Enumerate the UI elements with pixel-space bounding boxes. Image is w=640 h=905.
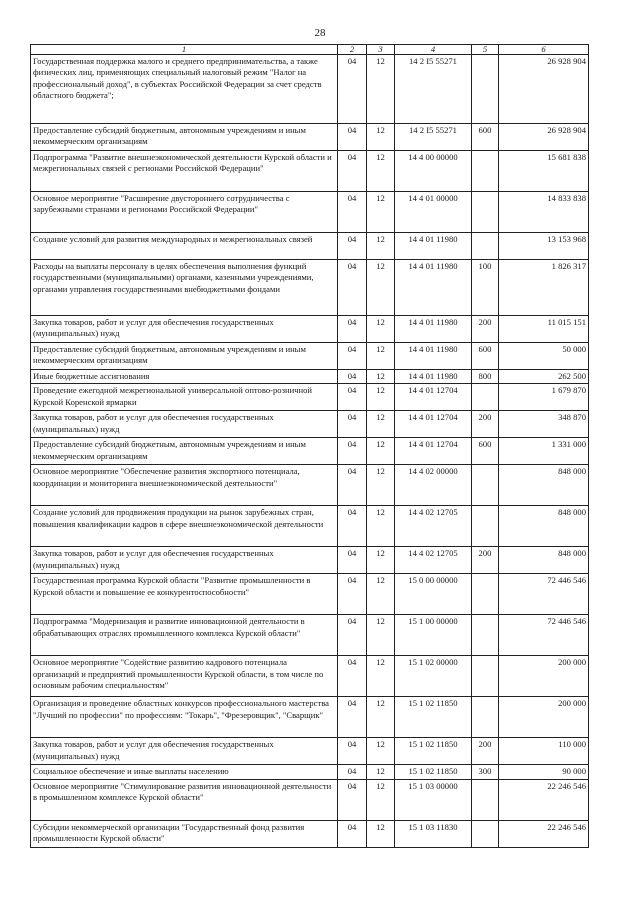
row-name: Подпрограмма "Развитие внешнеэкономической деятельности Курской области и межрегиональных связей с регионами Российской Федерации" [31,151,338,192]
column-header-csr: 4 [395,45,472,55]
table-row [31,779,589,820]
row-vr: 200 [472,547,499,574]
row-vr: 600 [472,124,499,151]
row-name: Основное мероприятие "Обеспечение развития экспортного потенциала, координации и мониторинга внешнеэкономической деятельности" [31,465,338,506]
row-vr [472,574,499,615]
row-name: Закупка товаров, работ и услуг для обеспечения государственных (муниципальных) нужд [31,411,338,438]
row-csr: 15 1 02 11850 [395,765,472,779]
table-row [31,697,589,738]
table-row [31,547,589,574]
row-sum: 14 833 838 [499,192,589,233]
row-rz: 12 [367,506,395,547]
row-rz: 12 [367,370,395,384]
table-header-row [31,45,589,55]
row-rz: 12 [367,697,395,738]
row-vr: 200 [472,411,499,438]
row-ved: 04 [338,820,367,847]
row-sum: 848 000 [499,465,589,506]
row-csr: 14 4 01 11980 [395,260,472,316]
row-rz: 12 [367,574,395,615]
row-name: Субсидии некоммерческой организации "Государственный фонд развития промышленности Курской области" [31,820,338,847]
row-name: Закупка товаров, работ и услуг для обеспечения государственных (муниципальных) нужд [31,316,338,343]
row-csr: 14 4 01 11980 [395,316,472,343]
row-name: Подпрограмма "Модернизация и развитие инновационной деятельности в обрабатывающих отраслях промышленного комплекса Курской области" [31,615,338,656]
row-csr: 14 4 00 00000 [395,151,472,192]
column-header-rz: 3 [367,45,395,55]
row-sum: 200 000 [499,697,589,738]
row-rz: 12 [367,151,395,192]
row-vr: 600 [472,438,499,465]
column-header-vr: 5 [472,45,499,55]
row-ved: 04 [338,384,367,411]
row-name: Предоставление субсидий бюджетным, автономным учреждениям и иным некоммерческим организациям [31,438,338,465]
row-sum: 262 500 [499,370,589,384]
row-name: Социальное обеспечение и иные выплаты населению [31,765,338,779]
row-vr [472,233,499,260]
table-row [31,316,589,343]
row-vr: 600 [472,343,499,370]
row-sum: 26 928 904 [499,124,589,151]
table-row [31,124,589,151]
row-csr: 15 0 00 00000 [395,574,472,615]
row-csr: 15 1 03 11830 [395,820,472,847]
row-csr: 15 1 03 00000 [395,779,472,820]
row-rz: 12 [367,765,395,779]
row-ved: 04 [338,151,367,192]
table-row [31,411,589,438]
row-ved: 04 [338,370,367,384]
row-name: Основное мероприятие "Расширение двустороннего сотрудничества с зарубежными странами и регионами Российской Федерации" [31,192,338,233]
row-sum: 15 681 838 [499,151,589,192]
row-sum: 13 153 968 [499,233,589,260]
table-row [31,233,589,260]
row-csr: 14 4 02 12705 [395,506,472,547]
row-vr [472,697,499,738]
column-header-sum: 6 [499,45,589,55]
row-csr: 14 4 01 11980 [395,370,472,384]
row-ved: 04 [338,124,367,151]
row-rz: 12 [367,316,395,343]
row-vr [472,615,499,656]
row-name: Закупка товаров, работ и услуг для обеспечения государственных (муниципальных) нужд [31,738,338,765]
row-name: Предоставление субсидий бюджетным, автономным учреждениям и иным некоммерческим организациям [31,343,338,370]
row-rz: 12 [367,547,395,574]
row-rz: 12 [367,233,395,260]
row-csr: 15 1 00 00000 [395,615,472,656]
row-name: Организация и проведение областных конкурсов профессионального мастерства "Лучший по профессии" по профессиям: "Токарь", "Фрезеровщик", "Сварщик" [31,697,338,738]
row-rz: 12 [367,124,395,151]
table-row [31,151,589,192]
row-csr: 15 1 02 11850 [395,738,472,765]
row-ved: 04 [338,738,367,765]
table-row [31,765,589,779]
row-rz: 12 [367,192,395,233]
row-csr: 14 4 01 11980 [395,343,472,370]
row-name: Создание условий для развития международных и межрегиональных связей [31,233,338,260]
row-rz: 12 [367,615,395,656]
row-ved: 04 [338,574,367,615]
table-row [31,820,589,847]
table-row [31,55,589,124]
row-rz: 12 [367,465,395,506]
row-ved: 04 [338,233,367,260]
row-csr: 14 4 01 12704 [395,384,472,411]
row-ved: 04 [338,656,367,697]
row-ved: 04 [338,192,367,233]
table-row [31,615,589,656]
row-rz: 12 [367,343,395,370]
row-ved: 04 [338,411,367,438]
row-vr: 300 [472,765,499,779]
row-rz: 12 [367,438,395,465]
row-ved: 04 [338,438,367,465]
row-name: Создание условий для продвижения продукции на рынок зарубежных стран, повышения квалификации кадров в сфере внешнеэкономической деятельности [31,506,338,547]
row-vr [472,465,499,506]
row-vr [472,820,499,847]
row-csr: 14 4 01 00000 [395,192,472,233]
row-sum: 50 000 [499,343,589,370]
row-vr [472,656,499,697]
row-csr: 15 1 02 00000 [395,656,472,697]
row-vr [472,55,499,124]
row-csr: 14 2 I5 55271 [395,55,472,124]
table-row [31,438,589,465]
row-vr: 200 [472,316,499,343]
row-sum: 848 000 [499,547,589,574]
row-csr: 14 4 01 12704 [395,438,472,465]
row-sum: 11 015 151 [499,316,589,343]
row-sum: 72 446 546 [499,615,589,656]
table-row [31,656,589,697]
row-csr: 14 4 02 00000 [395,465,472,506]
row-ved: 04 [338,765,367,779]
row-csr: 14 4 01 12704 [395,411,472,438]
row-ved: 04 [338,343,367,370]
row-sum: 1 679 870 [499,384,589,411]
row-ved: 04 [338,615,367,656]
row-vr [472,506,499,547]
page-number: 28 [314,27,326,39]
row-csr: 14 4 02 12705 [395,547,472,574]
table-row [31,738,589,765]
row-rz: 12 [367,411,395,438]
row-sum: 90 000 [499,765,589,779]
row-vr [472,151,499,192]
row-name: Закупка товаров, работ и услуг для обеспечения государственных (муниципальных) нужд [31,547,338,574]
row-rz: 12 [367,55,395,124]
row-name: Иные бюджетные ассигнования [31,370,338,384]
table-row [31,384,589,411]
row-csr: 14 4 01 11980 [395,233,472,260]
row-vr: 800 [472,370,499,384]
row-name: Расходы на выплаты персоналу в целях обеспечения выполнения функций государственными (муниципальными) органами, казенными учреждениями, органами управления государственными внебюджетными фондами [31,260,338,316]
row-ved: 04 [338,547,367,574]
row-vr [472,779,499,820]
row-ved: 04 [338,55,367,124]
row-sum: 348 870 [499,411,589,438]
row-rz: 12 [367,779,395,820]
row-sum: 22 246 546 [499,779,589,820]
row-name: Государственная поддержка малого и среднего предпринимательства, а также физических лиц, применяющих специальный налоговый режим "Налог на профессиональный доход", в субъектах Российской Федерации за счет средств областного бюджета"; [31,55,338,124]
row-rz: 12 [367,384,395,411]
row-ved: 04 [338,316,367,343]
row-csr: 15 1 02 11850 [395,697,472,738]
row-vr: 100 [472,260,499,316]
row-sum: 200 000 [499,656,589,697]
row-sum: 26 928 904 [499,55,589,124]
row-vr [472,384,499,411]
table-row [31,343,589,370]
column-header-name: 1 [31,45,338,55]
table-row [31,506,589,547]
row-name: Основное мероприятие "Содействие развитию кадрового потенциала организаций и предприятий промышленности Курской области, в том числе по основным рабочим специальностям" [31,656,338,697]
row-ved: 04 [338,697,367,738]
row-vr [472,192,499,233]
row-ved: 04 [338,779,367,820]
row-sum: 1 331 000 [499,438,589,465]
row-name: Государственная программа Курской области "Развитие промышленности в Курской области и повышение ее конкурентоспособности" [31,574,338,615]
table-row [31,192,589,233]
row-csr: 14 2 I5 55271 [395,124,472,151]
table-row [31,465,589,506]
row-name: Основное мероприятие "Стимулирование развития инновационной деятельности в промышленном комплексе Курской области" [31,779,338,820]
column-header-ved: 2 [338,45,367,55]
row-sum: 1 826 317 [499,260,589,316]
table-row [31,574,589,615]
row-ved: 04 [338,465,367,506]
row-name: Проведение ежегодной межрегиональной универсальной оптово-розничной Курской Коренской ярмарки [31,384,338,411]
row-vr: 200 [472,738,499,765]
row-rz: 12 [367,738,395,765]
row-sum: 848 000 [499,506,589,547]
table-row [31,370,589,384]
table-row [31,260,589,316]
budget-table [30,44,589,848]
row-ved: 04 [338,506,367,547]
row-sum: 22 246 546 [499,820,589,847]
row-rz: 12 [367,820,395,847]
row-sum: 72 446 546 [499,574,589,615]
row-ved: 04 [338,260,367,316]
row-sum: 110 000 [499,738,589,765]
row-rz: 12 [367,260,395,316]
row-rz: 12 [367,656,395,697]
row-name: Предоставление субсидий бюджетным, автономным учреждениям и иным некоммерческим организациям [31,124,338,151]
